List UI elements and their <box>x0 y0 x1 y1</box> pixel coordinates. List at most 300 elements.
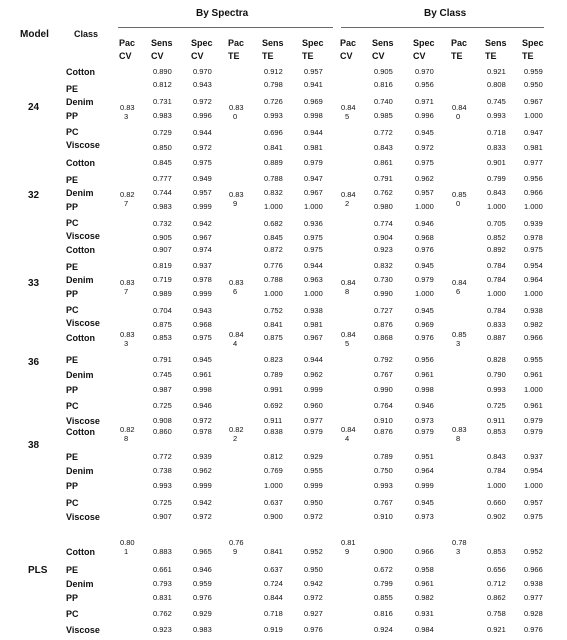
class-label: Viscose <box>66 512 100 522</box>
table-cell: 0.838 <box>264 427 283 436</box>
table-cell: 0.973 <box>415 416 434 425</box>
pac-value <box>452 425 467 443</box>
table-cell: 0.961 <box>415 579 434 588</box>
table-cell: 0.841 <box>264 320 283 329</box>
class-label: Denim <box>66 370 94 380</box>
pac-value-part1: 0.83 <box>229 278 244 287</box>
table-cell: 0.978 <box>193 275 212 284</box>
table-cell: 0.999 <box>193 289 212 298</box>
table-cell: 0.792 <box>374 355 393 364</box>
pac-value <box>120 190 135 208</box>
table-cell: 0.718 <box>487 128 506 137</box>
table-cell: 0.968 <box>415 233 434 242</box>
pac-value-part1: 0.83 <box>452 425 467 434</box>
table-cell: 0.952 <box>304 547 323 556</box>
table-cell: 0.993 <box>153 481 172 490</box>
table-cell: 0.985 <box>374 111 393 120</box>
table-cell: 0.981 <box>304 320 323 329</box>
class-label: PE <box>66 355 79 365</box>
table-cell: 0.976 <box>524 625 543 634</box>
pac-value-part2: 3 <box>124 112 129 121</box>
table-cell: 0.789 <box>374 452 393 461</box>
table-cell: 0.979 <box>304 427 323 436</box>
table-cell: 0.769 <box>264 466 283 475</box>
column-header-line2: CV <box>191 51 204 61</box>
pac-value <box>341 190 356 208</box>
table-cell: 0.928 <box>524 609 543 618</box>
table-cell: 0.939 <box>193 452 212 461</box>
column-header-line2: CV <box>340 51 353 61</box>
pac-value-part1: 0.76 <box>229 538 244 547</box>
table-cell: 0.789 <box>264 370 283 379</box>
column-header-line1: Spec <box>522 38 544 48</box>
class-label: PP <box>66 202 79 212</box>
pac-value <box>229 330 244 348</box>
table-cell: 0.730 <box>374 275 393 284</box>
table-cell: 0.816 <box>374 609 393 618</box>
table-cell: 0.938 <box>524 579 543 588</box>
table-cell: 0.945 <box>415 498 434 507</box>
table-cell: 0.937 <box>524 452 543 461</box>
table-cell: 0.889 <box>264 158 283 167</box>
table-cell: 0.967 <box>193 233 212 242</box>
table-cell: 1.000 <box>264 289 283 298</box>
column-header-line1: Sens <box>485 38 507 48</box>
column-header <box>119 37 135 63</box>
pac-value <box>452 103 467 121</box>
table-cell: 0.981 <box>524 143 543 152</box>
pac-value-part2: 3 <box>456 547 461 556</box>
table-cell: 0.972 <box>415 143 434 152</box>
table-cell: 0.943 <box>193 306 212 315</box>
pac-value-part1: 0.82 <box>120 190 135 199</box>
table-cell: 0.841 <box>264 143 283 152</box>
table-cell: 0.966 <box>415 547 434 556</box>
table-cell: 0.725 <box>153 498 172 507</box>
table-cell: 0.969 <box>304 97 323 106</box>
table-cell: 0.966 <box>524 565 543 574</box>
table-cell: 0.776 <box>264 261 283 270</box>
table-cell: 0.979 <box>304 158 323 167</box>
table-cell: 0.956 <box>415 80 434 89</box>
table-cell: 0.970 <box>415 67 434 76</box>
class-label: PE <box>66 84 79 94</box>
table-cell: 0.975 <box>304 233 323 242</box>
table-cell: 0.971 <box>415 97 434 106</box>
table-cell: 0.921 <box>487 67 506 76</box>
table-cell: 0.962 <box>415 174 434 183</box>
table-cell: 0.729 <box>153 128 172 137</box>
pac-value-part2: 1 <box>124 547 129 556</box>
table-cell: 0.843 <box>487 188 506 197</box>
table-cell: 0.938 <box>304 306 323 315</box>
table-cell: 0.993 <box>487 385 506 394</box>
class-label: PC <box>66 218 79 228</box>
table-cell: 0.762 <box>374 188 393 197</box>
column-header-line1: Spec <box>191 38 213 48</box>
model-label: 38 <box>28 440 40 451</box>
pac-value-part1: 0.85 <box>452 190 467 199</box>
table-cell: 0.975 <box>193 333 212 342</box>
table-cell: 0.875 <box>264 333 283 342</box>
pac-value-part1: 0.83 <box>229 190 244 199</box>
pac-value-part1: 0.83 <box>229 103 244 112</box>
class-label: PC <box>66 127 79 137</box>
pac-value-part1: 0.84 <box>341 190 356 199</box>
table-cell: 0.959 <box>193 579 212 588</box>
class-label: Viscose <box>66 140 100 150</box>
column-header <box>413 37 435 63</box>
table-cell: 0.984 <box>415 625 434 634</box>
column-header <box>302 37 324 63</box>
pac-value <box>120 103 135 121</box>
table-cell: 0.841 <box>264 547 283 556</box>
table-cell: 0.656 <box>487 565 506 574</box>
table-cell: 0.791 <box>374 174 393 183</box>
table-cell: 0.979 <box>524 416 543 425</box>
class-label: PP <box>66 593 79 603</box>
table-cell: 0.819 <box>153 261 172 270</box>
pac-value <box>341 425 356 443</box>
table-cell: 0.904 <box>374 233 393 242</box>
table-cell: 0.950 <box>524 80 543 89</box>
table-cell: 0.957 <box>415 188 434 197</box>
table-cell: 0.979 <box>524 427 543 436</box>
table-cell: 1.000 <box>524 289 543 298</box>
column-header-line1: Spec <box>413 38 435 48</box>
pac-value <box>341 278 356 296</box>
table-cell: 0.923 <box>153 625 172 634</box>
table-cell: 0.998 <box>415 385 434 394</box>
table-cell: 0.961 <box>415 370 434 379</box>
pac-value-part2: 9 <box>345 547 350 556</box>
table-cell: 0.999 <box>193 481 212 490</box>
class-label: PC <box>66 498 79 508</box>
table-cell: 1.000 <box>264 481 283 490</box>
pac-value-part2: 2 <box>233 434 238 443</box>
table-cell: 0.993 <box>374 481 393 490</box>
table-cell: 0.969 <box>415 320 434 329</box>
pac-value-part1: 0.84 <box>341 425 356 434</box>
table-cell: 0.976 <box>415 333 434 342</box>
table-cell: 0.987 <box>153 385 172 394</box>
column-header-line1: Sens <box>372 38 394 48</box>
pac-value <box>229 278 244 296</box>
table-cell: 0.831 <box>153 593 172 602</box>
table-cell: 0.823 <box>264 355 283 364</box>
class-label: Cotton <box>66 427 95 437</box>
table-cell: 0.956 <box>415 355 434 364</box>
table-cell: 0.772 <box>153 452 172 461</box>
table-cell: 0.976 <box>304 625 323 634</box>
table-cell: 0.943 <box>193 80 212 89</box>
column-header-line2: CV <box>372 51 385 61</box>
table-cell: 0.799 <box>374 579 393 588</box>
pac-value-part1: 0.84 <box>341 103 356 112</box>
column-header-line1: Pac <box>340 38 357 48</box>
column-header <box>485 37 507 63</box>
table-cell: 0.744 <box>153 188 172 197</box>
table-cell: 0.957 <box>193 188 212 197</box>
class-label: Denim <box>66 97 94 107</box>
class-label: PE <box>66 452 79 462</box>
column-header-line2: TE <box>228 51 240 61</box>
table-cell: 0.967 <box>524 97 543 106</box>
table-cell: 0.637 <box>264 565 283 574</box>
table-cell: 0.961 <box>193 370 212 379</box>
class-label: PE <box>66 262 79 272</box>
table-cell: 0.963 <box>304 275 323 284</box>
column-header-line2: TE <box>485 51 497 61</box>
table-cell: 0.946 <box>193 565 212 574</box>
class-label: Cotton <box>66 67 95 77</box>
table-cell: 0.972 <box>193 143 212 152</box>
table-cell: 0.975 <box>304 245 323 254</box>
column-header-line2: TE <box>451 51 463 61</box>
column-header-line2: CV <box>413 51 426 61</box>
table-cell: 0.999 <box>304 385 323 394</box>
table-cell: 0.945 <box>415 261 434 270</box>
model-label: 33 <box>28 278 40 289</box>
table-cell: 0.907 <box>153 245 172 254</box>
table-cell: 0.942 <box>193 219 212 228</box>
table-cell: 0.637 <box>264 498 283 507</box>
table-cell: 0.942 <box>193 498 212 507</box>
class-label: Viscose <box>66 416 100 426</box>
table-cell: 0.951 <box>415 452 434 461</box>
table-cell: 0.907 <box>153 512 172 521</box>
column-header-line2: CV <box>151 51 164 61</box>
column-header <box>151 37 173 63</box>
table-cell: 0.964 <box>524 275 543 284</box>
table-cell: 0.989 <box>153 289 172 298</box>
class-label: Cotton <box>66 333 95 343</box>
table-cell: 0.876 <box>374 320 393 329</box>
pac-value-part2: 8 <box>456 434 461 443</box>
pac-value-part2: 0 <box>233 112 238 121</box>
table-cell: 0.853 <box>153 333 172 342</box>
pac-value-part1: 0.83 <box>120 330 135 339</box>
class-label: Cotton <box>66 158 95 168</box>
pac-value-part1: 0.84 <box>341 278 356 287</box>
table-cell: 0.944 <box>304 261 323 270</box>
pac-value-part1: 0.80 <box>120 538 135 547</box>
table-cell: 1.000 <box>415 202 434 211</box>
table-cell: 0.750 <box>374 466 393 475</box>
pac-value-part2: 0 <box>456 112 461 121</box>
column-header-line2: CV <box>119 51 132 61</box>
group-rule-spectra <box>118 27 333 28</box>
pac-value-part2: 9 <box>233 199 238 208</box>
table-cell: 1.000 <box>304 202 323 211</box>
table-cell: 0.725 <box>487 401 506 410</box>
table-cell: 0.998 <box>193 385 212 394</box>
table-cell: 0.855 <box>374 593 393 602</box>
table-cell: 0.937 <box>193 261 212 270</box>
table-cell: 0.726 <box>264 97 283 106</box>
pac-value-part2: 7 <box>124 287 129 296</box>
model-label: 24 <box>28 102 40 113</box>
table-cell: 0.682 <box>264 219 283 228</box>
table-cell: 0.996 <box>415 111 434 120</box>
table-cell: 0.927 <box>304 609 323 618</box>
table-cell: 0.991 <box>264 385 283 394</box>
table-cell: 0.900 <box>374 547 393 556</box>
table-cell: 0.955 <box>304 466 323 475</box>
table-cell: 0.905 <box>374 67 393 76</box>
class-label: PP <box>66 111 79 121</box>
table-cell: 0.845 <box>153 158 172 167</box>
table-cell: 0.978 <box>524 233 543 242</box>
pac-value-part1: 0.84 <box>341 330 356 339</box>
pac-value-part2: 9 <box>233 547 238 556</box>
group-header-by-spectra: By Spectra <box>196 8 249 19</box>
column-header-line2: TE <box>262 51 274 61</box>
table-cell: 0.998 <box>304 111 323 120</box>
table-cell: 0.999 <box>415 481 434 490</box>
table-cell: 0.816 <box>374 80 393 89</box>
table-cell: 0.738 <box>153 466 172 475</box>
pac-value-part2: 5 <box>345 339 350 348</box>
table-cell: 0.812 <box>153 80 172 89</box>
table-cell: 0.901 <box>487 158 506 167</box>
table-cell: 0.833 <box>487 320 506 329</box>
table-cell: 0.979 <box>415 427 434 436</box>
table-cell: 0.977 <box>524 593 543 602</box>
table-cell: 0.890 <box>153 67 172 76</box>
model-label: 32 <box>28 190 40 201</box>
column-header-line2: TE <box>522 51 534 61</box>
table-cell: 0.970 <box>193 67 212 76</box>
table-cell: 0.979 <box>415 275 434 284</box>
table-cell: 1.000 <box>415 289 434 298</box>
table-cell: 0.892 <box>487 245 506 254</box>
table-cell: 0.911 <box>487 416 506 425</box>
table-cell: 0.982 <box>415 593 434 602</box>
table-cell: 0.832 <box>264 188 283 197</box>
table-cell: 0.844 <box>264 593 283 602</box>
column-header-line1: Sens <box>262 38 284 48</box>
table-cell: 0.923 <box>374 245 393 254</box>
column-header <box>191 37 213 63</box>
pac-value-part2: 8 <box>124 434 129 443</box>
table-cell: 0.929 <box>193 609 212 618</box>
table-cell: 0.956 <box>524 174 543 183</box>
class-label: Viscose <box>66 625 100 635</box>
table-cell: 0.954 <box>524 466 543 475</box>
table-cell: 0.910 <box>374 512 393 521</box>
table-cell: 0.931 <box>415 609 434 618</box>
column-header <box>262 37 284 63</box>
table-cell: 0.900 <box>264 512 283 521</box>
pac-value-part1: 0.82 <box>120 425 135 434</box>
table-cell: 0.983 <box>153 202 172 211</box>
column-header-class: Class <box>74 29 99 39</box>
table-cell: 0.790 <box>487 370 506 379</box>
table-cell: 0.862 <box>487 593 506 602</box>
table-cell: 0.784 <box>487 466 506 475</box>
table-cell: 0.712 <box>487 579 506 588</box>
table-cell: 0.745 <box>487 97 506 106</box>
table-cell: 0.861 <box>374 158 393 167</box>
table-cell: 0.774 <box>374 219 393 228</box>
table-cell: 0.973 <box>415 512 434 521</box>
table-cell: 0.793 <box>153 579 172 588</box>
class-label: Denim <box>66 188 94 198</box>
pac-value-part1: 0.82 <box>229 425 244 434</box>
pac-value <box>452 538 467 556</box>
table-cell: 0.740 <box>374 97 393 106</box>
table-cell: 0.692 <box>264 401 283 410</box>
class-label: Cotton <box>66 245 95 255</box>
pac-value-part2: 5 <box>345 112 350 121</box>
table-cell: 0.949 <box>193 174 212 183</box>
class-label: PE <box>66 565 79 575</box>
pac-value <box>229 190 244 208</box>
pac-value <box>120 538 135 556</box>
pac-value <box>120 425 135 443</box>
table-cell: 0.704 <box>153 306 172 315</box>
table-cell: 0.946 <box>193 401 212 410</box>
table-cell: 0.946 <box>415 401 434 410</box>
table-cell: 0.860 <box>153 427 172 436</box>
table-cell: 0.962 <box>304 370 323 379</box>
table-cell: 0.731 <box>153 97 172 106</box>
table-cell: 0.968 <box>193 320 212 329</box>
table-cell: 0.978 <box>193 427 212 436</box>
table-cell: 0.788 <box>264 275 283 284</box>
table-cell: 0.977 <box>304 416 323 425</box>
table-cell: 0.845 <box>264 233 283 242</box>
table-cell: 0.954 <box>524 261 543 270</box>
table-cell: 0.902 <box>487 512 506 521</box>
table-cell: 0.853 <box>487 547 506 556</box>
table-cell: 0.905 <box>153 233 172 242</box>
pac-value-part2: 6 <box>456 287 461 296</box>
column-header <box>522 37 544 63</box>
table-cell: 0.957 <box>524 498 543 507</box>
column-header-line1: Pac <box>119 38 136 48</box>
table-cell: 0.788 <box>264 174 283 183</box>
table-cell: 0.883 <box>153 547 172 556</box>
table-cell: 0.993 <box>264 111 283 120</box>
table-cell: 0.972 <box>304 593 323 602</box>
pac-value-part2: 0 <box>456 199 461 208</box>
table-cell: 0.977 <box>524 158 543 167</box>
pac-value-part1: 0.84 <box>452 103 467 112</box>
table-cell: 0.762 <box>153 609 172 618</box>
table-cell: 0.833 <box>487 143 506 152</box>
table-cell: 0.975 <box>524 245 543 254</box>
pac-value-part2: 3 <box>124 339 129 348</box>
table-cell: 0.919 <box>264 625 283 634</box>
table-cell: 0.942 <box>304 579 323 588</box>
table-cell: 0.758 <box>487 609 506 618</box>
class-label: Viscose <box>66 231 100 241</box>
pac-value-part1: 0.83 <box>120 103 135 112</box>
table-cell: 0.767 <box>374 498 393 507</box>
class-label: Denim <box>66 466 94 476</box>
table-cell: 0.660 <box>487 498 506 507</box>
pac-value-part1: 0.83 <box>120 278 135 287</box>
table-cell: 0.784 <box>487 275 506 284</box>
table-cell: 0.912 <box>264 67 283 76</box>
pac-value-part1: 0.85 <box>452 330 467 339</box>
table-cell: 0.767 <box>374 370 393 379</box>
table-cell: 0.966 <box>524 188 543 197</box>
pac-value <box>229 425 244 443</box>
group-rule-class <box>341 27 544 28</box>
